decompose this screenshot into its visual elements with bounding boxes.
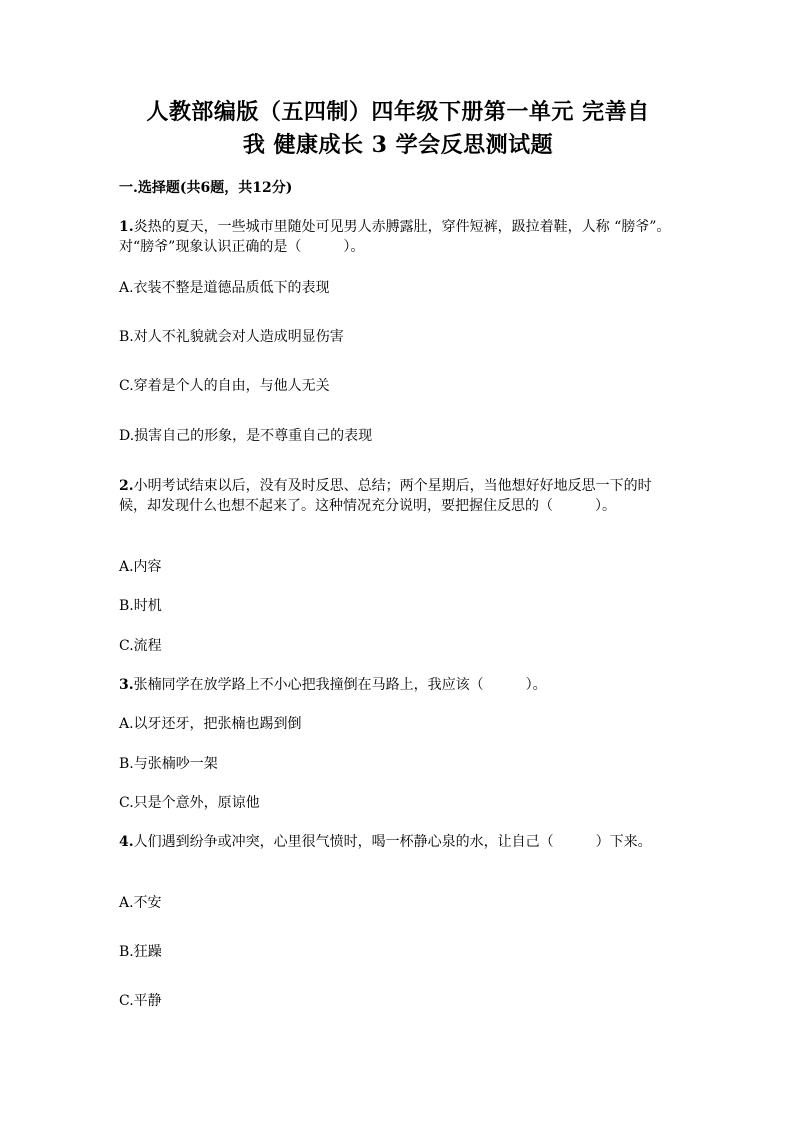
question-text: 张楠同学在放学路上不小心把我撞倒在马路上，我应该（ ）。	[133, 677, 547, 693]
question-text: 小明考试结束以后，没有及时反思、总结；两个星期后，当他想好好地反思一下的时候，却发现什么也想不起来了。这种情况充分说明，要把握住反思的（ ）。	[119, 478, 652, 514]
question-3	[119, 675, 671, 695]
question-number: 3.	[119, 677, 134, 693]
page-title	[120, 96, 676, 162]
question-number: 1.	[119, 219, 134, 235]
option-1d: D.损害自己的形象，是不尊重自己的表现	[119, 428, 373, 444]
option-1b: B.对人不礼貌就会对人造成明显伤害	[119, 329, 344, 345]
question-number: 4.	[119, 834, 134, 850]
question-2	[119, 476, 671, 516]
option-2c: C.流程	[119, 638, 162, 654]
option-3a: A.以牙还牙，把张楠也踢到倒	[119, 716, 302, 732]
question-text: 人们遇到纷争或冲突，心里很气愤时，喝一杯静心泉的水，让自己（ ）下来。	[133, 834, 652, 850]
option-3c: C.只是个意外，原谅他	[119, 795, 260, 811]
question-1	[119, 217, 671, 257]
section-heading: 一.选择题(共6题，共12分)	[119, 180, 293, 196]
option-2b: B.时机	[119, 598, 162, 614]
title-line-1: 人教部编版（五四制）四年级下册第一单元 完善自	[146, 99, 650, 125]
option-3b: B.与张楠吵一架	[119, 756, 218, 772]
question-text: 炎热的夏天，一些城市里随处可见男人赤膊露肚，穿件短裤，趿拉着鞋，人称 “膀爷”。对“膀爷”现象认识正确的是（ ）。	[119, 219, 671, 255]
option-1c: C.穿着是个人的自由，与他人无关	[119, 378, 330, 394]
option-2a: A.内容	[119, 559, 162, 575]
question-number: 2.	[119, 478, 134, 494]
question-4	[119, 832, 671, 852]
option-4b: B.狂躁	[119, 944, 162, 960]
option-4a: A.不安	[119, 895, 162, 911]
option-1a: A.衣装不整是道德品质低下的表现	[119, 280, 330, 296]
option-4c: C.平静	[119, 993, 162, 1009]
title-line-2: 我 健康成长 3 学会反思测试题	[242, 132, 554, 158]
